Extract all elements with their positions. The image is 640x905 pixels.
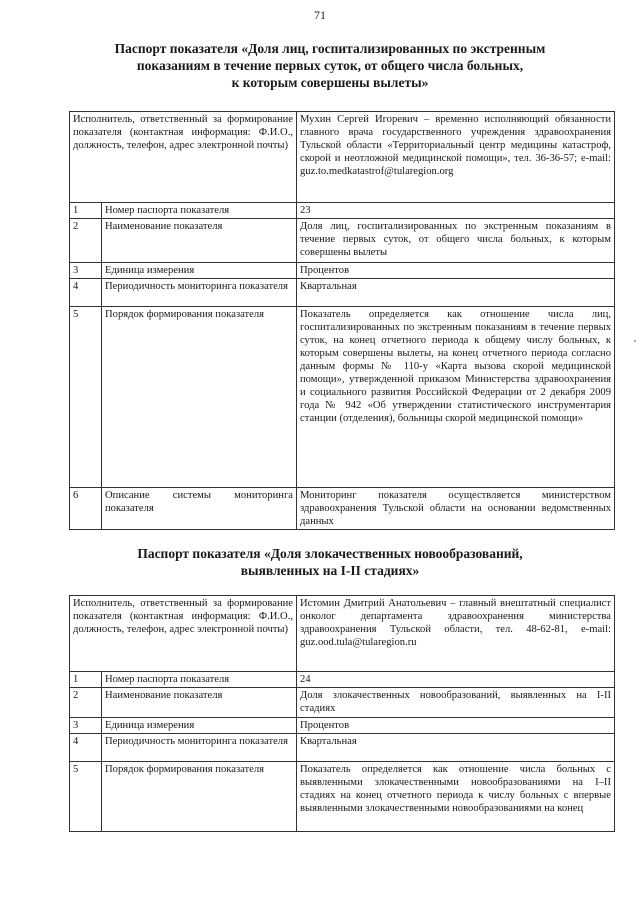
passport-table-2 bbox=[69, 595, 615, 832]
passport-table-1 bbox=[69, 111, 615, 530]
title-line: показаниям в течение первых суток, от общего числа больных, bbox=[136, 58, 524, 73]
row-label: Описание системы мониторинга показателя bbox=[102, 488, 297, 530]
title-line: Паспорт показателя «Доля лиц, госпитализированных по экстренным bbox=[114, 41, 546, 56]
row-value: Доля лиц, госпитализированных по экстренным показаниям в течение первых суток, от общего числа больных, к которым совершены вылеты bbox=[297, 219, 615, 263]
row-label: Наименование показателя bbox=[102, 688, 297, 718]
title-line: к которым совершены вылеты» bbox=[231, 75, 429, 90]
executor-value: Мухин Сергей Игоревич – временно исполняющий обязанности главного врача государственного учреждения здравоохранения Тульской области «Территориальный центр медицины катастроф, скорой и неотложной медицинской помощи», тел. 36-36-57; e-mail: guz.to.medkatastrof@tularegion.org bbox=[297, 112, 615, 203]
row-number: 4 bbox=[70, 279, 102, 307]
row-label: Единица измерения bbox=[102, 263, 297, 279]
row-number: 2 bbox=[70, 688, 102, 718]
passport-title-2 bbox=[70, 545, 590, 579]
table-row bbox=[70, 219, 615, 263]
row-label: Номер паспорта показателя bbox=[102, 203, 297, 219]
row-value: 24 bbox=[297, 672, 615, 688]
executor-row bbox=[70, 596, 615, 672]
row-value: Показатель определяется как отношение числа лиц, госпитализированных по экстренным показаниям в течение первых суток, на конец отчетного периода к общему числу больных, к которым совершены вылеты, на конец отчетного периода согласно данным формы № 110-у «Карта вызова скорой медицинской помощи», утвержденной приказом Министерства здравоохранения и социального развития Российской Федерации от 2 декабря 2009 года № 942 «Об утверждении статистического инструментария станции (отделения), больницы скорой медицинской помощи» bbox=[297, 307, 615, 488]
row-label: Периодичность мониторинга показателя bbox=[102, 279, 297, 307]
scan-speck bbox=[634, 340, 636, 342]
row-value: Процентов bbox=[297, 718, 615, 734]
row-value: Процентов bbox=[297, 263, 615, 279]
row-label: Порядок формирования показателя bbox=[102, 762, 297, 832]
row-value: Квартальная bbox=[297, 279, 615, 307]
executor-label: Исполнитель, ответственный за формирование показателя (контактная информация: Ф.И.О., должность, телефон, адрес электронной почты) bbox=[70, 596, 297, 672]
passport-title-1 bbox=[70, 40, 590, 91]
page-number: 71 bbox=[314, 8, 326, 22]
row-label: Наименование показателя bbox=[102, 219, 297, 263]
row-number: 5 bbox=[70, 307, 102, 488]
title-line: выявленных на I-II стадиях» bbox=[240, 563, 420, 578]
table-row bbox=[70, 203, 615, 219]
table-row bbox=[70, 688, 615, 718]
table-row bbox=[70, 672, 615, 688]
table-row bbox=[70, 718, 615, 734]
table-row bbox=[70, 279, 615, 307]
row-number: 3 bbox=[70, 263, 102, 279]
row-number: 1 bbox=[70, 672, 102, 688]
table-row bbox=[70, 734, 615, 762]
table-row bbox=[70, 307, 615, 488]
row-value: 23 bbox=[297, 203, 615, 219]
executor-row bbox=[70, 112, 615, 203]
row-label: Порядок формирования показателя bbox=[102, 307, 297, 488]
table-row bbox=[70, 263, 615, 279]
row-label: Номер паспорта показателя bbox=[102, 672, 297, 688]
row-label: Периодичность мониторинга показателя bbox=[102, 734, 297, 762]
title-line: Паспорт показателя «Доля злокачественных новообразований, bbox=[137, 546, 523, 561]
row-value: Доля злокачественных новообразований, выявленных на I-II стадиях bbox=[297, 688, 615, 718]
row-label: Единица измерения bbox=[102, 718, 297, 734]
row-value: Мониторинг показателя осуществляется министерством здравоохранения Тульской области на основании ведомственных данных bbox=[297, 488, 615, 530]
table-row bbox=[70, 488, 615, 530]
row-value: Показатель определяется как отношение числа больных с выявленными злокачественными новообразованиями на I–II стадиях на конец отчетного периода к числу больных с впервые выявленными злокачественными новообразованиями на конец bbox=[297, 762, 615, 832]
executor-value: Истомин Дмитрий Анатольевич – главный внештатный специалист онколог департамента здравоохранения министерства здравоохранения Тульской области, тел. 48-62-81, e-mail: guz.ood.tula@tularegion.ru bbox=[297, 596, 615, 672]
row-number: 1 bbox=[70, 203, 102, 219]
row-number: 2 bbox=[70, 219, 102, 263]
row-value: Квартальная bbox=[297, 734, 615, 762]
executor-label: Исполнитель, ответственный за формирование показателя (контактная информация: Ф.И.О., должность, телефон, адрес электронной почты) bbox=[70, 112, 297, 203]
row-number: 4 bbox=[70, 734, 102, 762]
table-row bbox=[70, 762, 615, 832]
row-number: 6 bbox=[70, 488, 102, 530]
row-number: 3 bbox=[70, 718, 102, 734]
row-number: 5 bbox=[70, 762, 102, 832]
